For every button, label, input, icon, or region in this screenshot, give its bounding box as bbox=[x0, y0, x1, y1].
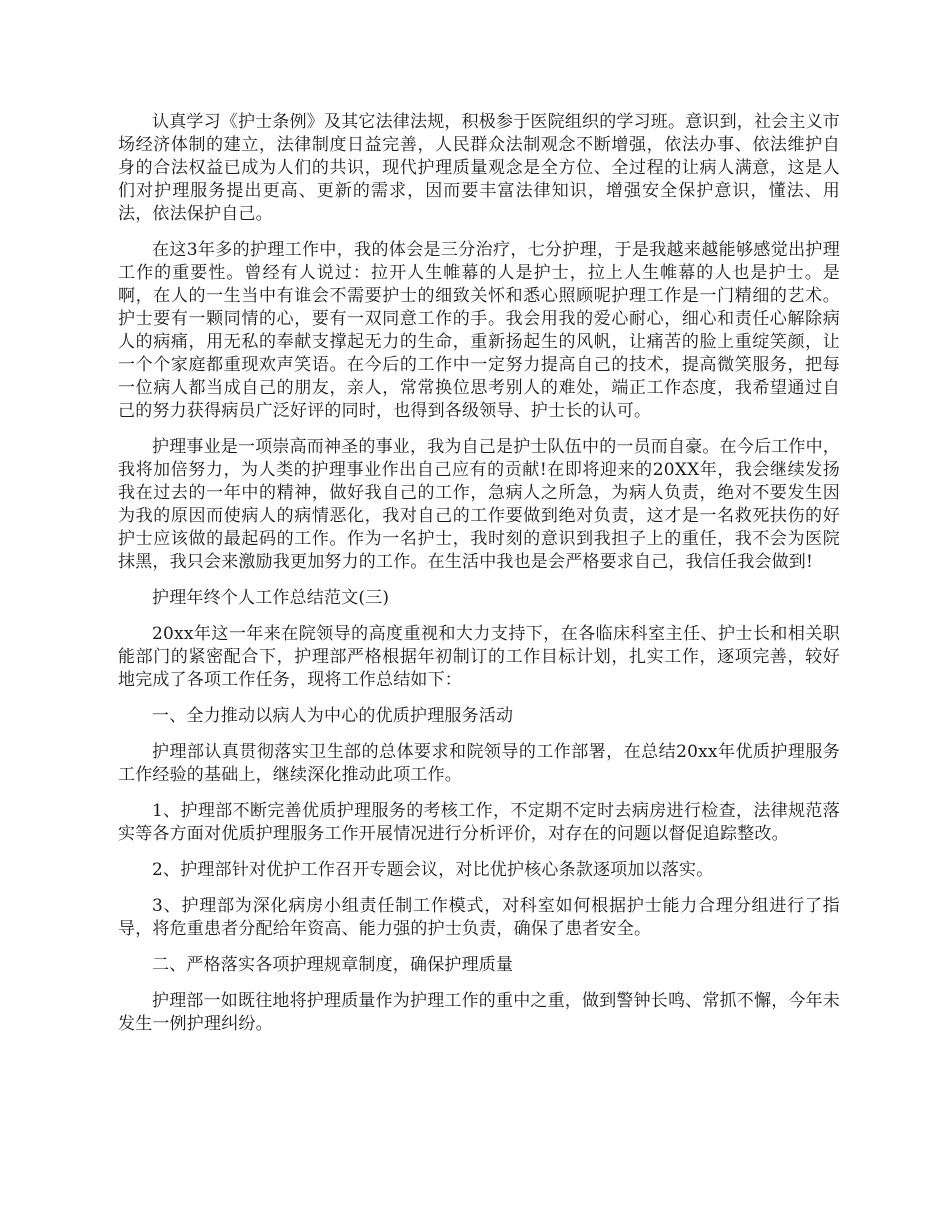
paragraph-quality-service: 护理部认真贯彻落实卫生部的总体要求和院领导的工作部署，在总结20xx年优质护理服务工作经验的基础上，继续深化推动此项工作。 bbox=[118, 742, 840, 785]
paragraph-summary-intro: 20xx年这一年来在院领导的高度重视和大力支持下，在各临床科室主任、护士长和相关职能部门的紧密配合下，护理部严格根据年初制订的工作目标计划，扎实工作，逐项完善，较好地完成了各项工作任务，现将工作总结如下： bbox=[118, 624, 840, 690]
paragraph-law-study: 认真学习《护士条例》及其它法律法规，积极参于医院组织的学习班。意识到，社会主义市场经济体制的建立，法律制度日益完善，人民群众法制观念不断增强，依法办事、依法维护自身的合法权益已成为人们的共识，现代护理质量观念是全方位、全过程的让病人满意，这是人们对护理服务提出更高、更新的需求，因而要丰富法律知识，增强安全保护意识，懂法、用法，依法保护自己。 bbox=[118, 112, 840, 224]
paragraph-nursing-experience: 在这3年多的护理工作中，我的体会是三分治疗，七分护理，于是我越来越能够感觉出护理工作的重要性。曾经有人说过：拉开人生帷幕的人是护士，拉上人生帷幕的人也是护士。是啊，在人的一生当中有谁会不需要护士的细致关怀和悉心照顾呢护理工作是一门精细的艺术。护士要有一颗同情的心，要有一双同意工作的手。我会用我的爱心耐心，细心和责任心解除病人的病痛，用无私的奉献支撑起无力的生命，重新扬起生的风帆，让痛苦的脸上重绽笑颜，让一个个家庭都重现欢声笑语。在今后的工作中一定努力提高自己的技术，提高微笑服务，把每一位病人都当成自己的朋友，亲人，常常换位思考别人的难处，端正工作态度，我希望通过自己的努力获得病员广泛好评的同时，也得到各级领导、护士长的认可。 bbox=[118, 240, 840, 421]
list-item-2: 2、护理部针对优护工作召开专题会议，对比优护核心条款逐项加以落实。 bbox=[152, 860, 714, 880]
list-item-1: 1、护理部不断完善优质护理服务的考核工作，不定期不定时去病房进行检查，法律规范落实等各方面对优质护理服务工作开展情况进行分析评价，对存在的问题以督促追踪整改。 bbox=[118, 801, 840, 844]
document-body bbox=[118, 111, 840, 1049]
heading-rules: 二、严格落实各项护理规章制度，确保护理质量 bbox=[152, 955, 514, 975]
section-title: 护理年终个人工作总结范文(三) bbox=[152, 588, 390, 608]
paragraph-nursing-career: 护理事业是一项崇高而神圣的事业，我为自己是护士队伍中的一员而自豪。在今后工作中，我将加倍努力，为人类的护理事业作出自己应有的贡献!在即将迎来的20XX年，我会继续发扬我在过去的一年中的精神，做好我自己的工作，急病人之所急，为病人负责，绝对不要发生因为我的原因而使病人的病情恶化，我对自己的工作要做到绝对负责，这才是一名救死扶伤的好护士应该做的最起码的工作。作为一名护士，我时刻的意识到我担子上的重任，我不会为医院抹黑，我只会来激励我更加努力的工作。在生活中我也是会严格要求自己，我信任我会做到! bbox=[118, 437, 840, 572]
heading-quality-service: 一、全力推动以病人为中心的优质护理服务活动 bbox=[152, 706, 514, 726]
list-item-3: 3、护理部为深化病房小组责任制工作模式，对科室如何根据护士能力合理分组进行了指导，将危重患者分配给年资高、能力强的护士负责，确保了患者安全。 bbox=[118, 896, 840, 939]
paragraph-rules: 护理部一如既往地将护理质量作为护理工作的重中之重，做到警钟长鸣、常抓不懈，今年未发生一例护理纠纷。 bbox=[118, 991, 840, 1034]
